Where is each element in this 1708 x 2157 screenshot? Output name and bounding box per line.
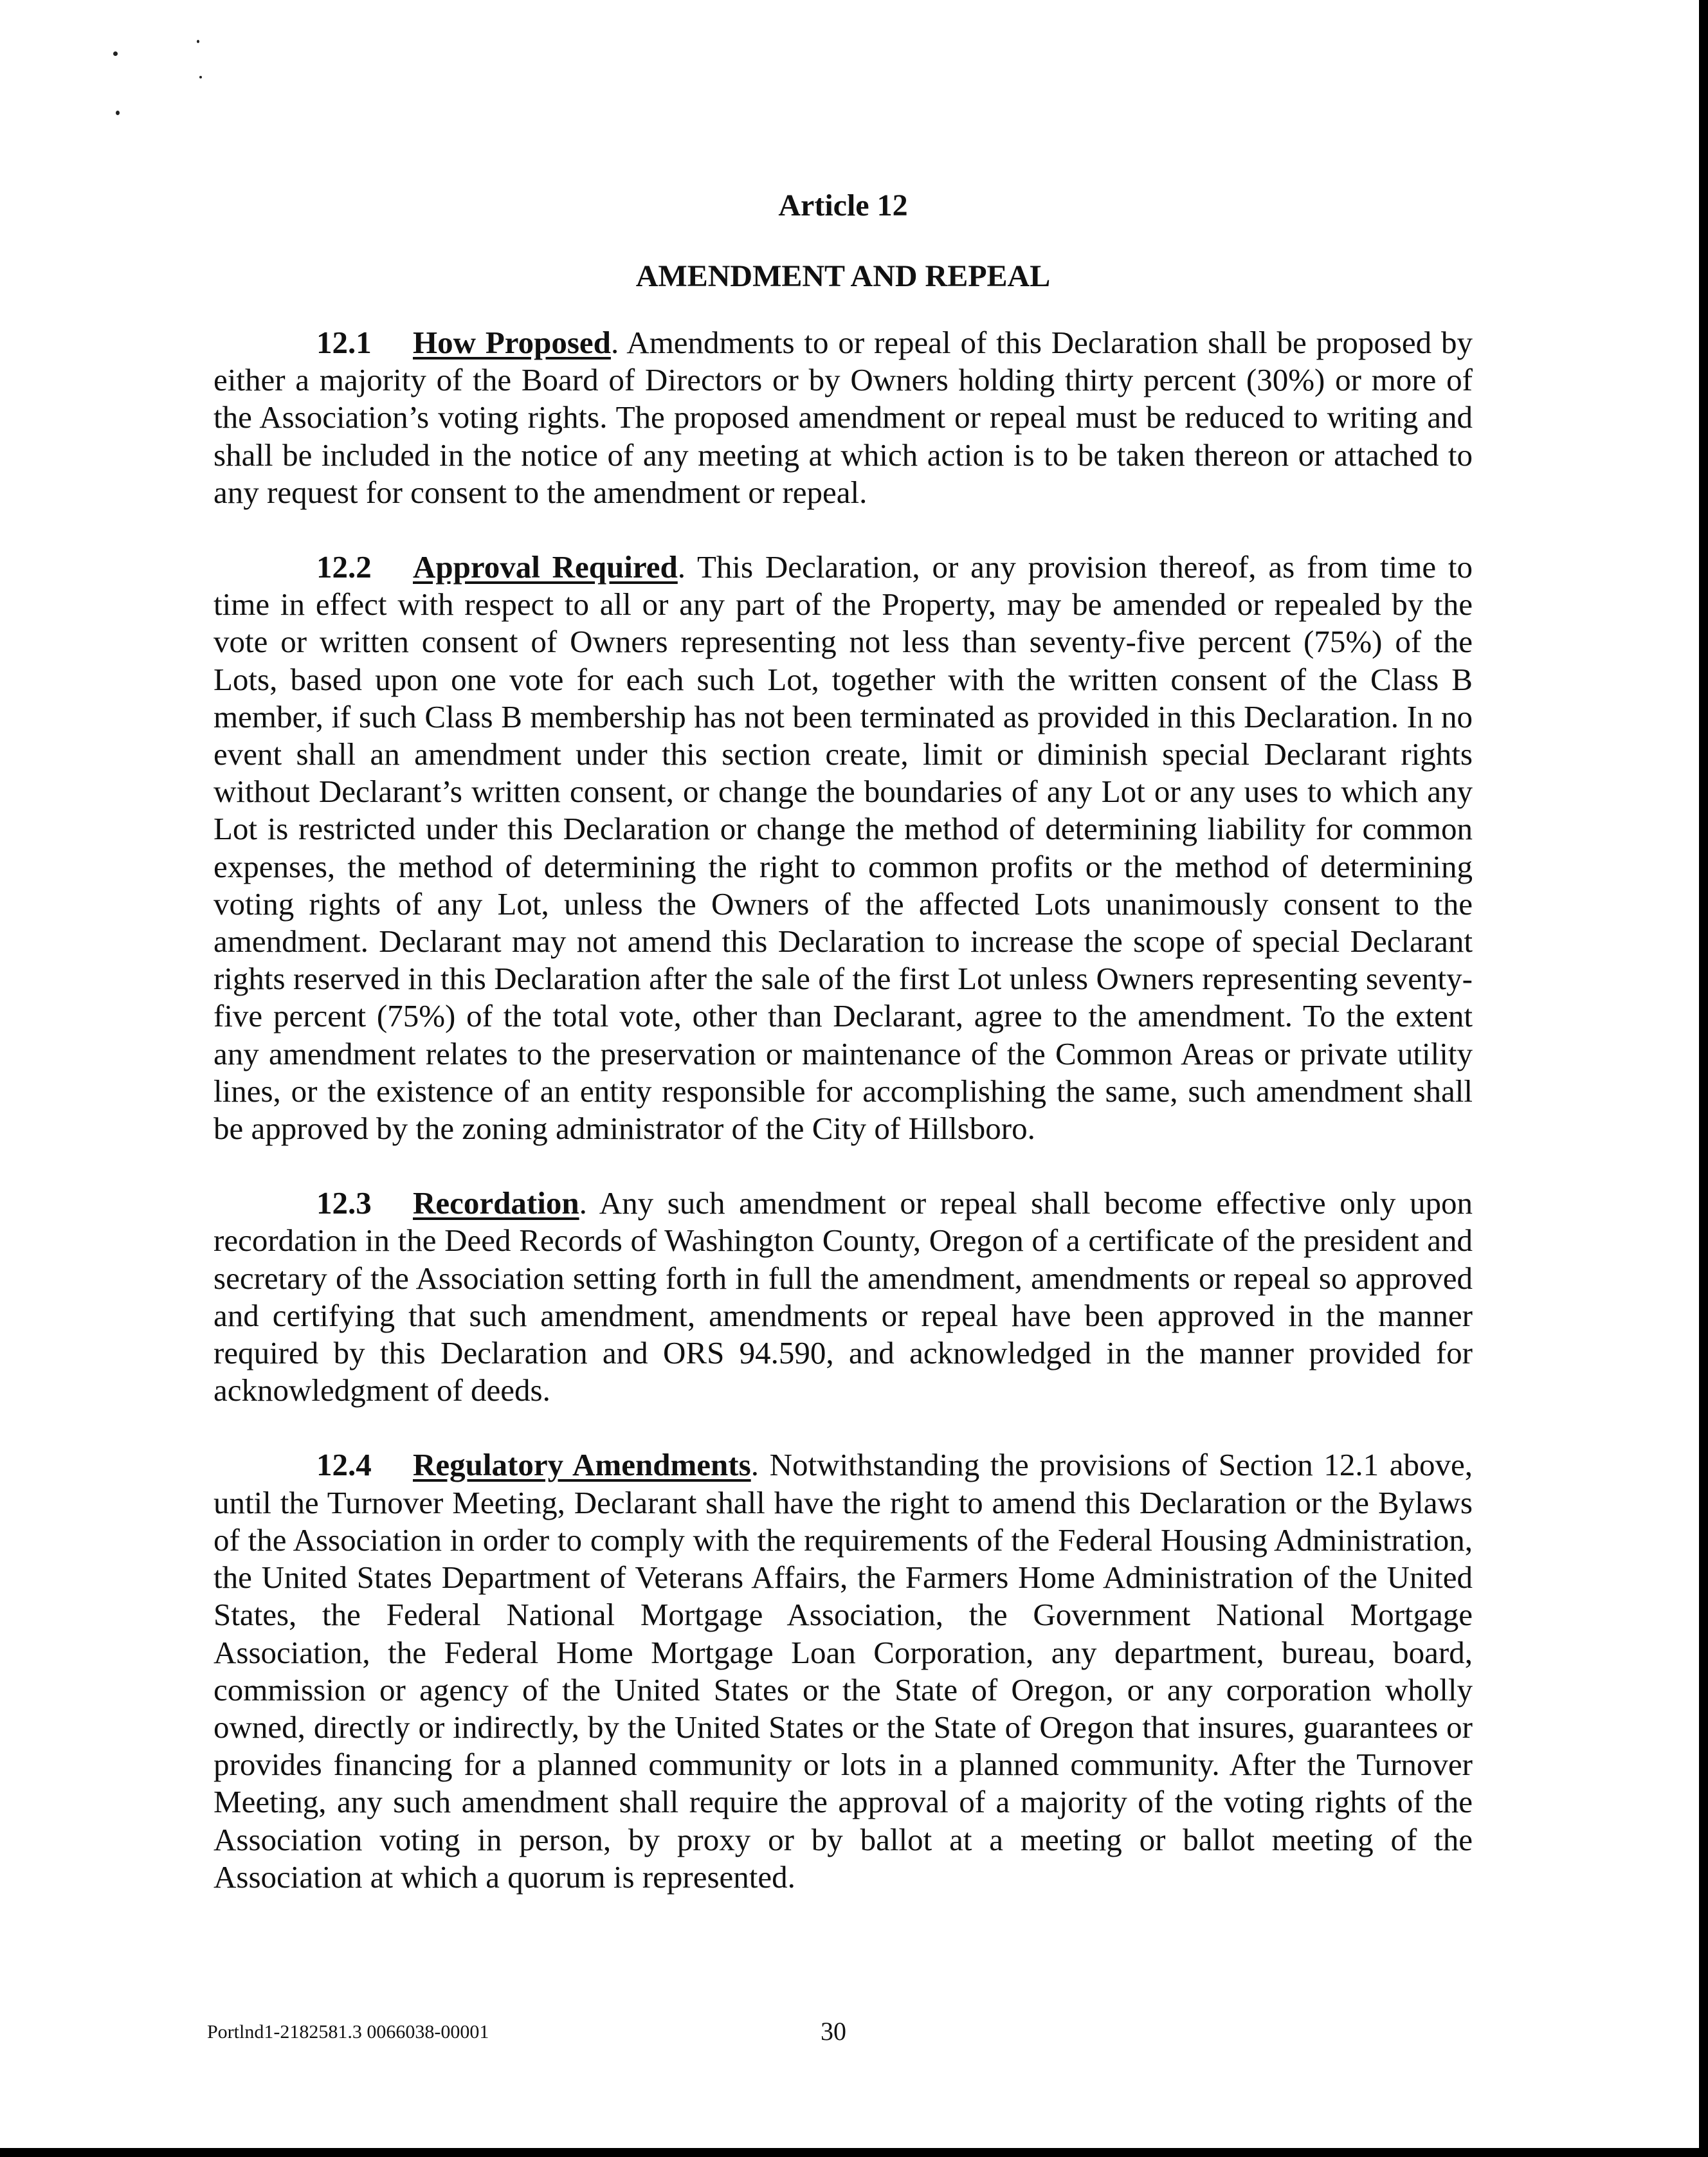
section-text: . This Declaration, or any provision thereof, as from time to time in effect with respect to all or any part of the Property, may be amended or repealed by the vote or written consent of Owners representing not less than seventy-five percent (75%) of the Lots, based upon one vote for each such Lot, together with the written consent of the Class B member, if such Class B membership has not been terminated as provided in this Declaration. In no event shall an amendment under this section create, limit or diminish special Declarant rights without Declarant’s written consent, or change the boundaries of any Lot or any uses to which any Lot is restricted under this Declaration or change the method of determining liability for common expenses, the method of determining the right to common profits or the method of determining voting rights of any Lot, unless the Owners of the affected Lots unanimously consent to the amendment. Declarant may not amend this Declaration to increase the scope of special Declarant rights reserved in this Declaration after the sale of the first Lot unless Owners representing seventy-five percent (75%) of the total vote, other than Declarant, agree to the amendment. To the extent any amendment relates to the preservation or maintenance of the Common Areas or private utility lines, or the existence of an entity responsible for accomplishing the same, such amendment shall be approved by the zoning administrator of the City of Hillsboro. [214, 549, 1473, 1147]
page-number: 30 [821, 2017, 846, 2046]
section-text: . Amendments to or repeal of this Declaration shall be proposed by either a majority of the Board of Directors or by Owners holding thirty percent (30%) or more of the Association’s voting rights. The proposed amendment or repeal must be reduced to writing and shall be included in the notice of any meeting at which action is to be taken thereon or attached to any request for consent to the amendment or repeal. [214, 325, 1473, 510]
document-body [214, 187, 1473, 1896]
scan-speck [199, 76, 202, 78]
article-title: Article 12 [778, 188, 908, 223]
scan-speck [113, 51, 118, 56]
footer-document-id: Portlnd1-2182581.3 0066038-00001 [207, 2021, 489, 2043]
section-title: Recordation [413, 1185, 579, 1221]
section-title: Regulatory Amendments [413, 1447, 751, 1483]
section-12-2 [214, 549, 1473, 1147]
section-12-3 [214, 1185, 1473, 1409]
section-text: . Notwithstanding the provisions of Section 12.1 above, until the Turnover Meeting, Declarant shall have the right to amend this Declaration or the Bylaws of the Association in order to comply with the requirements of the Federal Housing Administration, the United States Department of Veterans Affairs, the Farmers Home Administration of the United States, the Federal National Mortgage Association, the Government National Mortgage Association, the Federal Home Mortgage Loan Corporation, any department, bureau, board, commission or agency of the United States or the State of Oregon, or any corporation wholly owned, directly or indirectly, by the United States or the State of Oregon that insures, guarantees or provides financing for a planned community or lots in a planned community. After the Turnover Meeting, any such amendment shall require the approval of a majority of the voting rights of the Association voting in person, by proxy or by ballot at a meeting or ballot meeting of the Association at which a quorum is represented. [214, 1447, 1473, 1895]
scan-speck [197, 40, 199, 43]
section-number: 12.4 [316, 1447, 372, 1483]
article-heading: AMENDMENT AND REPEAL [635, 259, 1051, 293]
section-12-1 [214, 324, 1473, 511]
section-number: 12.2 [316, 549, 372, 585]
section-title: Approval Required [413, 549, 678, 585]
section-text: . Any such amendment or repeal shall become effective only upon recordation in the Deed Records of Washington County, Oregon of a certificate of the president and secretary of the Association setting forth in full the amendment, amendments or repeal so approved and certifying that such amendment, amendments or repeal have been approved in the manner required by this Declaration and ORS 94.590, and acknowledged in the manner provided for acknowledgment of deeds. [214, 1185, 1473, 1408]
section-number: 12.1 [316, 325, 372, 360]
section-12-4 [214, 1446, 1473, 1895]
section-number: 12.3 [316, 1185, 372, 1221]
scan-speck [116, 111, 120, 115]
section-title: How Proposed [413, 325, 611, 360]
